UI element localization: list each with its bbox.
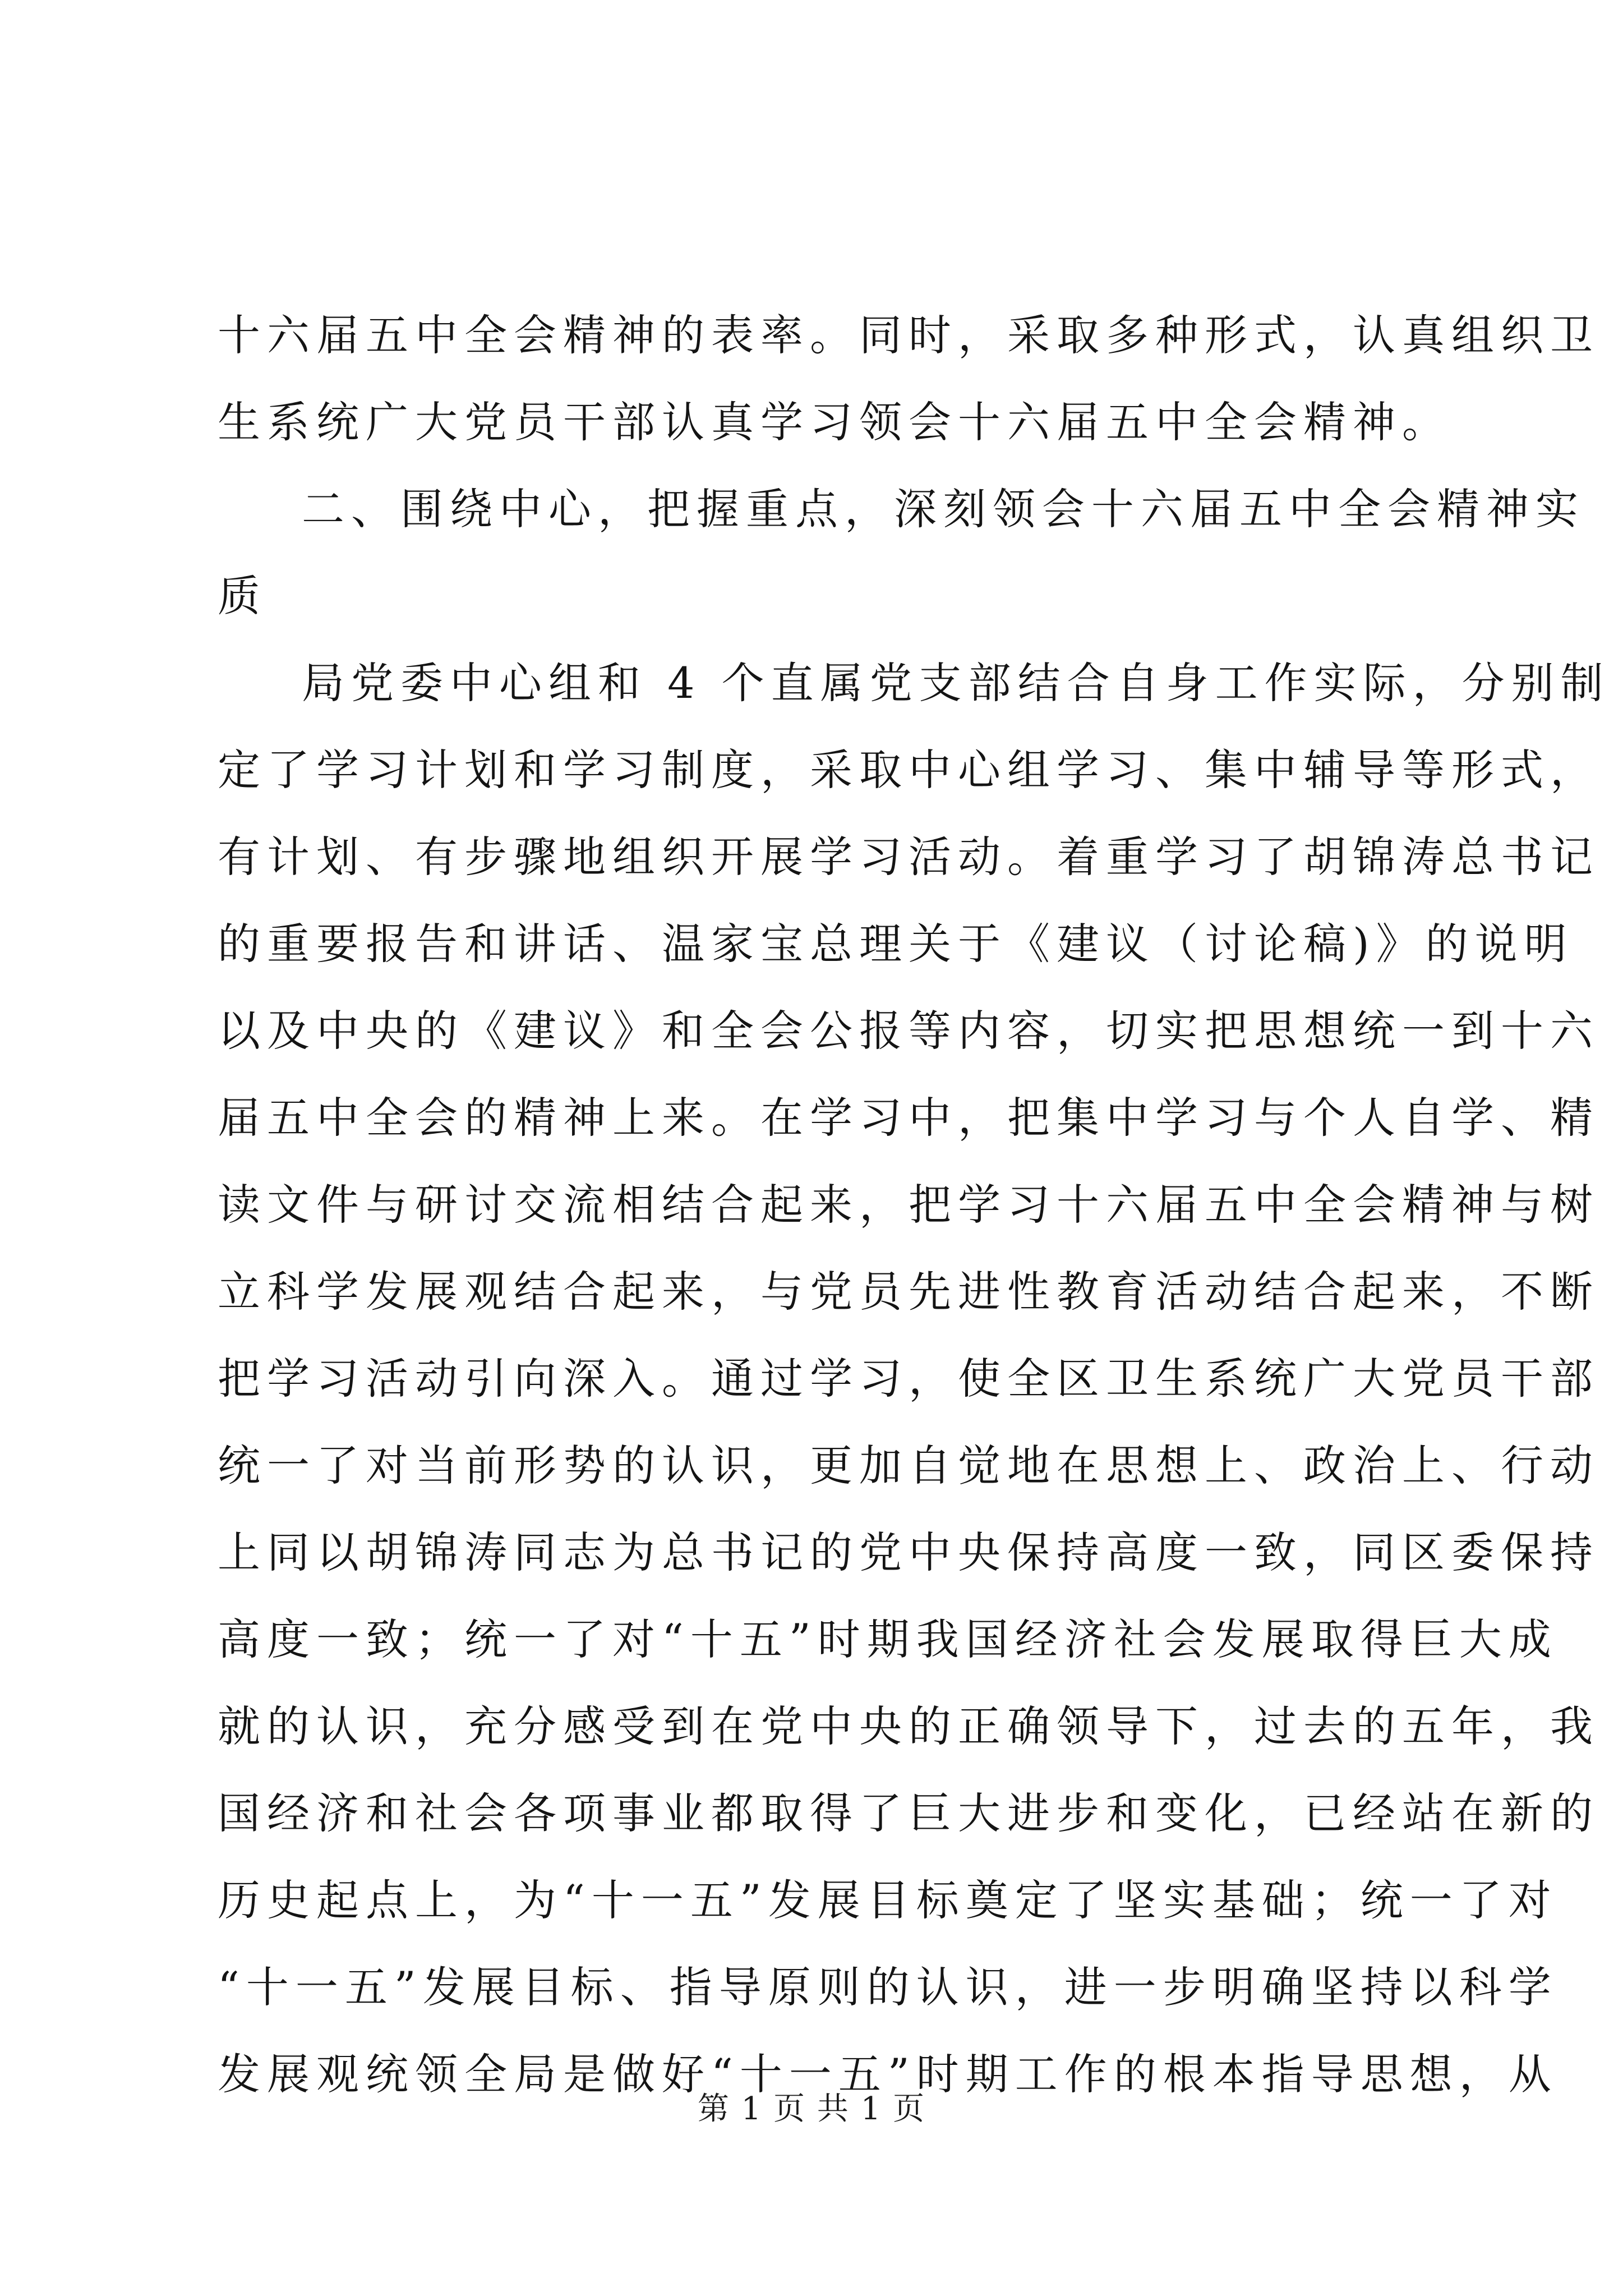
text-line: 有计划、有步骤地组织开展学习活动。着重学习了胡锦涛总书记 <box>218 832 1599 882</box>
text-line: 届五中全会的精神上来。在学习中，把集中学习与个人自学、精 <box>218 1093 1599 1143</box>
text-line: 的重要报告和讲话、温家宝总理关于《建议（讨论稿)》的说明 <box>218 919 1574 969</box>
text-line: 生系统广大党员干部认真学习领会十六届五中全会精神。 <box>218 397 1451 447</box>
text-line: 立科学发展观结合起来，与党员先进性教育活动结合起来，不断 <box>218 1267 1599 1317</box>
text-line: 就的认识，充分感受到在党中央的正确领导下，过去的五年，我 <box>218 1701 1599 1751</box>
text-line: 定了学习计划和学习制度，采取中心组学习、集中辅导等形式， <box>218 745 1599 795</box>
text-line: 统一了对当前形势的认识，更加自觉地在思想上、政治上、行动 <box>218 1441 1599 1490</box>
text-line: 高度一致；统一了对“十五”时期我国经济社会发展取得巨大成 <box>218 1614 1558 1664</box>
text-line: 读文件与研讨交流相结合起来，把学习十六届五中全会精神与树 <box>218 1180 1599 1230</box>
text-line: 把学习活动引向深入。通过学习，使全区卫生系统广大党员干部 <box>218 1354 1599 1404</box>
section-heading-line: 质 <box>218 571 267 621</box>
page-footer: 第 1 页 共 1 页 <box>697 2091 926 2127</box>
text-line: 国经济和社会各项事业都取得了巨大进步和变化，已经站在新的 <box>218 1788 1599 1838</box>
text-line: 以及中央的《建议》和全会公报等内容，切实把思想统一到十六 <box>218 1006 1599 1056</box>
text-line: 十六届五中全会精神的表率。同时，采取多种形式，认真组织卫 <box>218 310 1599 360</box>
text-line: 上同以胡锦涛同志为总书记的党中央保持高度一致，同区委保持 <box>218 1527 1599 1577</box>
text-line: 局党委中心组和 4 个直属党支部结合自身工作实际，分别制 <box>302 658 1610 708</box>
text-line: 历史起点上，为“十一五”发展目标奠定了坚实基础；统一了对 <box>218 1875 1558 1925</box>
text-line: “十一五”发展目标、指导原则的认识，进一步明确坚持以科学 <box>218 1962 1558 2012</box>
section-heading-line: 二、围绕中心，把握重点，深刻领会十六届五中全会精神实 <box>302 484 1585 534</box>
text-line: 发展观统领全局是做好“十一五”时期工作的根本指导思想，从 <box>218 2049 1558 2099</box>
